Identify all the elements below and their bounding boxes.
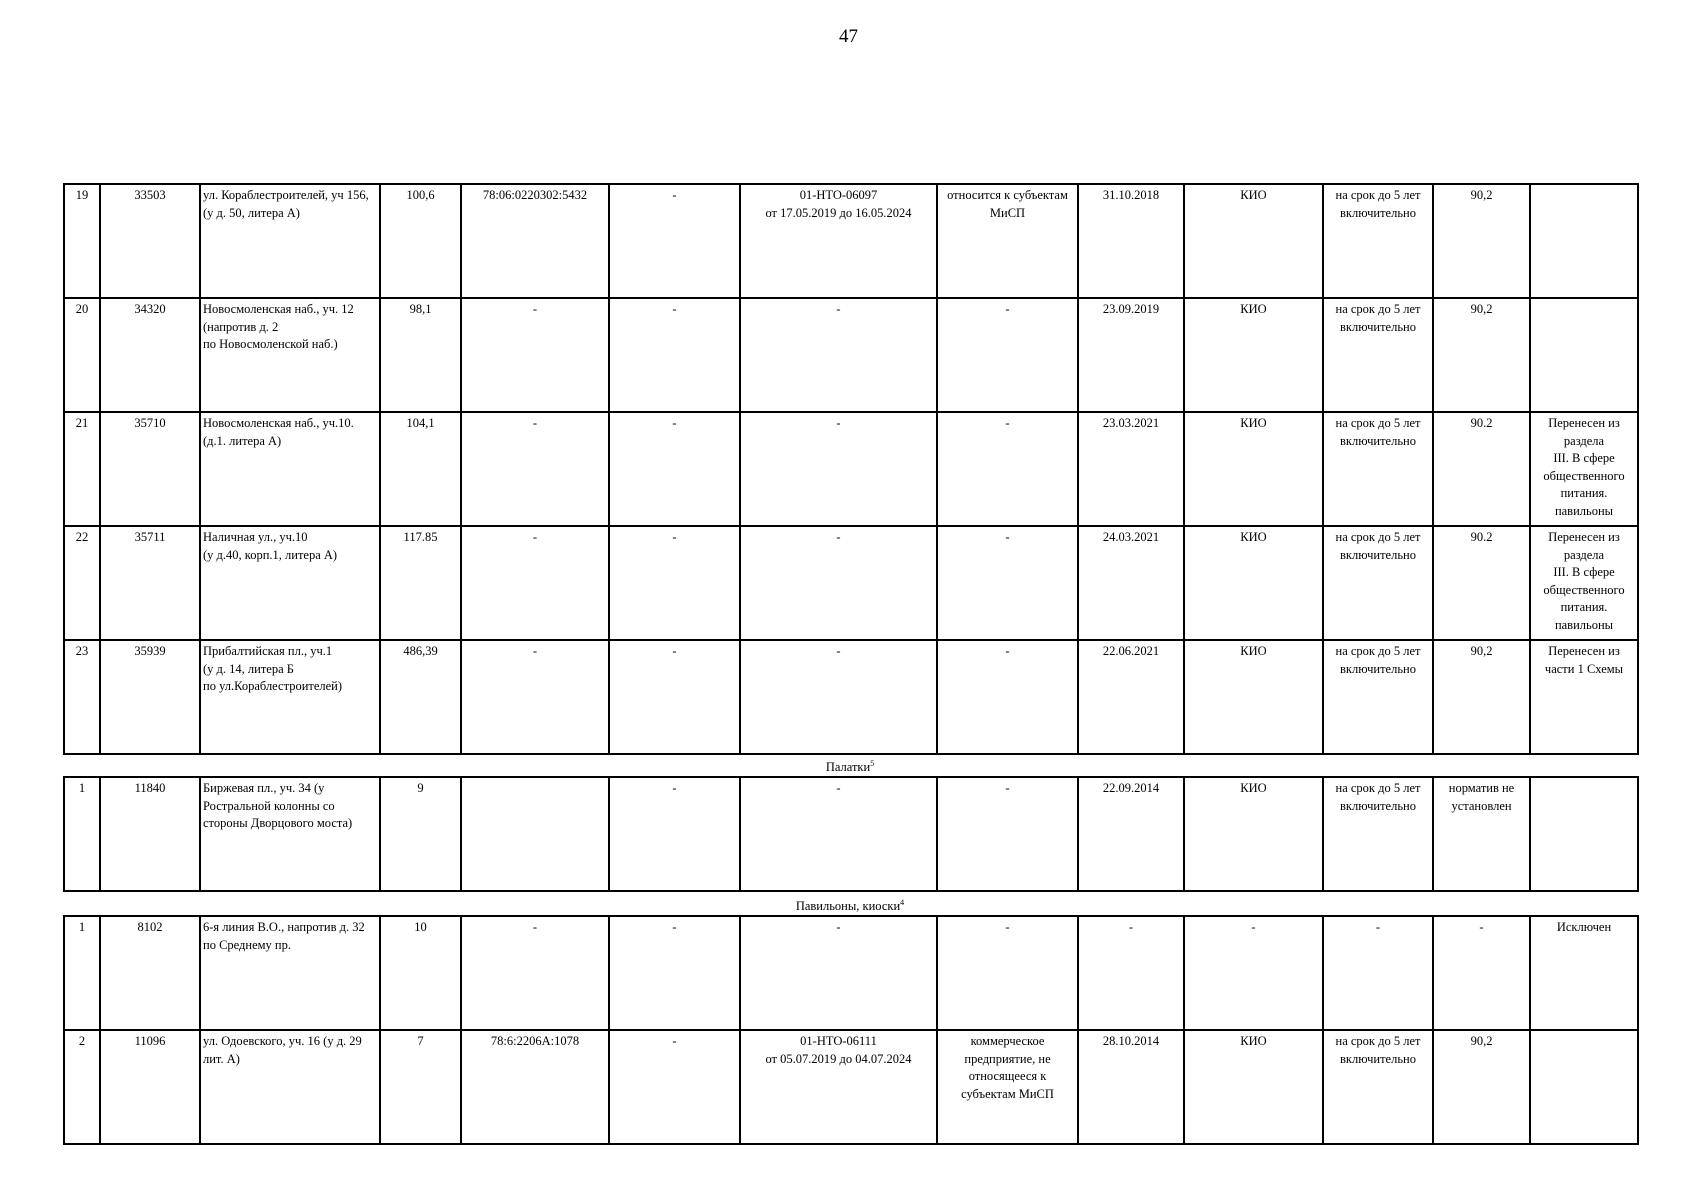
cell-date: 24.03.2021 bbox=[1078, 526, 1184, 640]
nto-table-tents bbox=[63, 776, 1639, 892]
cell-lot: - bbox=[609, 184, 740, 298]
page-number: 47 bbox=[839, 26, 858, 47]
section-title-text: Павильоны, киоски bbox=[795, 899, 901, 914]
cell-address: ул. Одоевского, уч. 16 (у д. 29 лит. А) bbox=[200, 1030, 380, 1144]
cell-date: - bbox=[1078, 916, 1184, 1030]
cell-rate: 90.2 bbox=[1433, 526, 1530, 640]
cell-rate: норматив не установлен bbox=[1433, 777, 1530, 891]
cell-area: 104,1 bbox=[380, 412, 461, 526]
cell-contract: - bbox=[740, 916, 937, 1030]
cell-rate: 90,2 bbox=[1433, 1030, 1530, 1144]
cell-contract: - bbox=[740, 298, 937, 412]
table-row bbox=[64, 526, 1638, 640]
cell-term: на срок до 5 лет включительно bbox=[1323, 412, 1433, 526]
cell-date: 31.10.2018 bbox=[1078, 184, 1184, 298]
cell-contract: 01-НТО-06097 от 17.05.2019 до 16.05.2024 bbox=[740, 184, 937, 298]
cell-index: 23 bbox=[64, 640, 100, 754]
cell-term: на срок до 5 лет включительно bbox=[1323, 526, 1433, 640]
cell-note bbox=[1530, 298, 1638, 412]
cell-date: 28.10.2014 bbox=[1078, 1030, 1184, 1144]
cell-rate: 90,2 bbox=[1433, 298, 1530, 412]
cell-area: 9 bbox=[380, 777, 461, 891]
cell-area: 100,6 bbox=[380, 184, 461, 298]
cell-smsp-status: - bbox=[937, 412, 1078, 526]
cell-nto-number: 35939 bbox=[100, 640, 200, 754]
cell-rate: 90,2 bbox=[1433, 640, 1530, 754]
cell-rate: 90.2 bbox=[1433, 412, 1530, 526]
cell-index: 21 bbox=[64, 412, 100, 526]
cell-smsp-status: коммерческое предприятие, не относящееся к субъектам МиСП bbox=[937, 1030, 1078, 1144]
cell-note: Перенесен из части 1 Схемы bbox=[1530, 640, 1638, 754]
cell-date: 23.03.2021 bbox=[1078, 412, 1184, 526]
cell-smsp-status: относится к субъектам МиСП bbox=[937, 184, 1078, 298]
cell-authority: КИО bbox=[1184, 640, 1323, 754]
cell-address: Наличная ул., уч.10 (у д.40, корп.1, литера А) bbox=[200, 526, 380, 640]
cell-lot: - bbox=[609, 298, 740, 412]
cell-nto-number: 33503 bbox=[100, 184, 200, 298]
cell-term: на срок до 5 лет включительно bbox=[1323, 777, 1433, 891]
cell-nto-number: 35711 bbox=[100, 526, 200, 640]
nto-table-main bbox=[63, 183, 1639, 755]
cell-cadastral: - bbox=[461, 412, 609, 526]
cell-index: 1 bbox=[64, 916, 100, 1030]
cell-lot: - bbox=[609, 1030, 740, 1144]
cell-index: 1 bbox=[64, 777, 100, 891]
table-row bbox=[64, 777, 1638, 891]
section-footnote: 4 bbox=[900, 898, 905, 907]
cell-address: Новосмоленская наб., уч. 12 (напротив д. 2 по Новосмоленской наб.) bbox=[200, 298, 380, 412]
cell-smsp-status: - bbox=[937, 777, 1078, 891]
section-title-text: Палатки bbox=[825, 760, 871, 775]
cell-area: 7 bbox=[380, 1030, 461, 1144]
cell-smsp-status: - bbox=[937, 916, 1078, 1030]
cell-lot: - bbox=[609, 412, 740, 526]
nto-table-pavilions bbox=[63, 915, 1639, 1145]
cell-address: Биржевая пл., уч. 34 (у Ростральной колонны со стороны Дворцового моста) bbox=[200, 777, 380, 891]
cell-nto-number: 11840 bbox=[100, 777, 200, 891]
table-row bbox=[64, 412, 1638, 526]
table-row bbox=[64, 640, 1638, 754]
cell-contract: 01-НТО-06111 от 05.07.2019 до 04.07.2024 bbox=[740, 1030, 937, 1144]
cell-lot: - bbox=[609, 916, 740, 1030]
section-title-tents bbox=[63, 756, 1637, 775]
cell-smsp-status: - bbox=[937, 526, 1078, 640]
cell-authority: КИО bbox=[1184, 1030, 1323, 1144]
cell-cadastral: - bbox=[461, 640, 609, 754]
cell-area: 98,1 bbox=[380, 298, 461, 412]
cell-address: Новосмоленская наб., уч.10. (д.1. литера А) bbox=[200, 412, 380, 526]
table-row bbox=[64, 916, 1638, 1030]
cell-contract: - bbox=[740, 640, 937, 754]
cell-note bbox=[1530, 1030, 1638, 1144]
cell-note: Исключен bbox=[1530, 916, 1638, 1030]
cell-area: 486,39 bbox=[380, 640, 461, 754]
cell-smsp-status: - bbox=[937, 640, 1078, 754]
cell-date: 22.06.2021 bbox=[1078, 640, 1184, 754]
cell-contract: - bbox=[740, 526, 937, 640]
cell-nto-number: 35710 bbox=[100, 412, 200, 526]
cell-note bbox=[1530, 184, 1638, 298]
cell-note: Перенесен из раздела III. В сфере общественного питания. павильоны bbox=[1530, 412, 1638, 526]
cell-address: 6-я линия В.О., напротив д. 32 по Среднему пр. bbox=[200, 916, 380, 1030]
cell-contract: - bbox=[740, 777, 937, 891]
cell-address: Прибалтийская пл., уч.1 (у д. 14, литера Б по ул.Кораблестроителей) bbox=[200, 640, 380, 754]
cell-term: на срок до 5 лет включительно bbox=[1323, 184, 1433, 298]
cell-index: 2 bbox=[64, 1030, 100, 1144]
cell-nto-number: 34320 bbox=[100, 298, 200, 412]
cell-nto-number: 11096 bbox=[100, 1030, 200, 1144]
table-row bbox=[64, 298, 1638, 412]
cell-index: 22 bbox=[64, 526, 100, 640]
cell-cadastral: 78:06:0220302:5432 bbox=[461, 184, 609, 298]
cell-nto-number: 8102 bbox=[100, 916, 200, 1030]
cell-term: на срок до 5 лет включительно bbox=[1323, 640, 1433, 754]
table-row bbox=[64, 1030, 1638, 1144]
cell-cadastral: - bbox=[461, 298, 609, 412]
cell-address: ул. Кораблестроителей, уч 156, (у д. 50, литера А) bbox=[200, 184, 380, 298]
cell-area: 117.85 bbox=[380, 526, 461, 640]
cell-cadastral bbox=[461, 777, 609, 891]
cell-note bbox=[1530, 777, 1638, 891]
cell-note: Перенесен из раздела III. В сфере общественного питания. павильоны bbox=[1530, 526, 1638, 640]
cell-lot: - bbox=[609, 526, 740, 640]
table-row bbox=[64, 184, 1638, 298]
cell-contract: - bbox=[740, 412, 937, 526]
cell-index: 20 bbox=[64, 298, 100, 412]
cell-smsp-status: - bbox=[937, 298, 1078, 412]
cell-cadastral: 78:6:2206А:1078 bbox=[461, 1030, 609, 1144]
cell-area: 10 bbox=[380, 916, 461, 1030]
cell-cadastral: - bbox=[461, 916, 609, 1030]
cell-rate: 90,2 bbox=[1433, 184, 1530, 298]
cell-cadastral: - bbox=[461, 526, 609, 640]
section-title-pavilions bbox=[63, 895, 1637, 914]
cell-date: 23.09.2019 bbox=[1078, 298, 1184, 412]
cell-authority: КИО bbox=[1184, 298, 1323, 412]
cell-rate: - bbox=[1433, 916, 1530, 1030]
cell-term: на срок до 5 лет включительно bbox=[1323, 298, 1433, 412]
cell-lot: - bbox=[609, 640, 740, 754]
cell-lot: - bbox=[609, 777, 740, 891]
cell-authority: КИО bbox=[1184, 526, 1323, 640]
cell-term: - bbox=[1323, 916, 1433, 1030]
cell-authority: - bbox=[1184, 916, 1323, 1030]
cell-term: на срок до 5 лет включительно bbox=[1323, 1030, 1433, 1144]
cell-index: 19 bbox=[64, 184, 100, 298]
cell-authority: КИО bbox=[1184, 777, 1323, 891]
cell-date: 22.09.2014 bbox=[1078, 777, 1184, 891]
cell-authority: КИО bbox=[1184, 412, 1323, 526]
section-footnote: 5 bbox=[870, 759, 875, 768]
cell-authority: КИО bbox=[1184, 184, 1323, 298]
